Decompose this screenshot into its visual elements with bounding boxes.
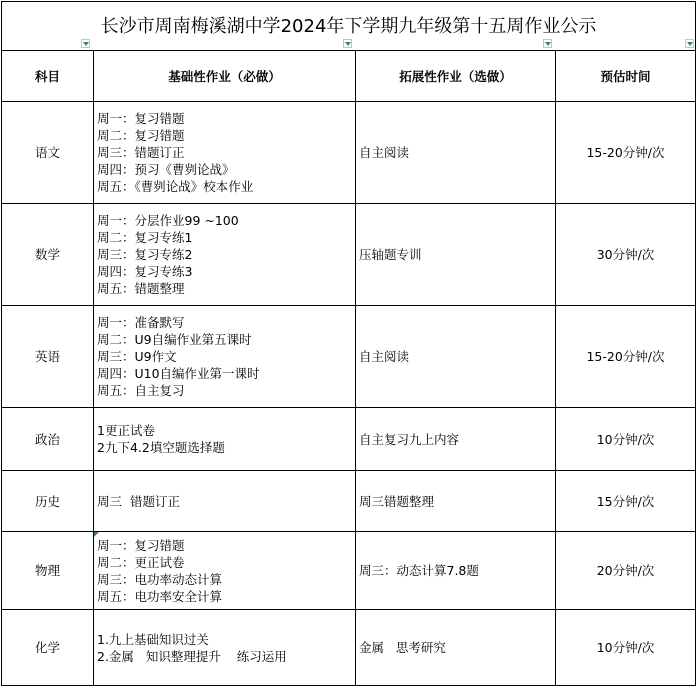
- basic-line: 2九下4.2填空题选择题: [97, 440, 225, 455]
- basic-line: 周五：自主复习: [97, 383, 185, 398]
- basic-line: 周三：电功率动态计算: [97, 571, 223, 587]
- header-row: [2, 51, 696, 102]
- basic-line: 周三：U9作文: [97, 349, 177, 364]
- basic-cell[interactable]: [94, 532, 356, 610]
- basic-line: 周一：复习错题: [97, 537, 185, 553]
- subject-cell[interactable]: 数学: [2, 204, 94, 306]
- basic-line: 周二：复习错题: [97, 128, 185, 143]
- basic-line: 周三 错题订正: [97, 493, 180, 509]
- basic-cell[interactable]: [94, 102, 356, 204]
- filter-dropdown-icon[interactable]: [81, 39, 90, 48]
- subject-cell[interactable]: 英语: [2, 306, 94, 408]
- title-row: [2, 2, 696, 51]
- extended-cell[interactable]: 周三：动态计算7.8题: [356, 532, 556, 610]
- basic-line: 周二：复习专练1: [97, 230, 193, 245]
- filter-dropdown-icon[interactable]: [343, 39, 352, 48]
- basic-line: 周三：错题订正: [97, 145, 185, 160]
- time-cell[interactable]: 15-20分钟/次: [556, 102, 696, 204]
- table-row: [2, 102, 696, 204]
- basic-line: 周三：复习专练2: [97, 247, 193, 262]
- basic-line: 周一：准备默写: [97, 315, 185, 330]
- header-time[interactable]: 预估时间: [556, 51, 696, 102]
- subject-cell[interactable]: 语文: [2, 102, 94, 204]
- filter-dropdown-icon[interactable]: [543, 39, 552, 48]
- basic-line: 周四：U10自编作业第一课时: [97, 366, 260, 381]
- extended-cell[interactable]: 金属 思考研究: [356, 610, 556, 686]
- subject-cell[interactable]: 政治: [2, 408, 94, 471]
- homework-table: [1, 1, 696, 686]
- basic-cell[interactable]: [94, 204, 356, 306]
- basic-line: 周二：更正试卷: [97, 554, 185, 570]
- time-cell[interactable]: 20分钟/次: [556, 532, 696, 610]
- extended-cell[interactable]: 周三错题整理: [356, 471, 556, 532]
- basic-cell[interactable]: [94, 610, 356, 686]
- extended-cell[interactable]: 自主复习九上内容: [356, 408, 556, 471]
- header-subject[interactable]: 科目: [2, 51, 94, 102]
- header-extended[interactable]: 拓展性作业（选做）: [356, 51, 556, 102]
- title-cell[interactable]: [2, 2, 696, 51]
- basic-line: 周一：分层作业99 ~100: [97, 213, 239, 228]
- subject-cell[interactable]: 化学: [2, 610, 94, 686]
- header-basic[interactable]: 基础性作业（必做）: [94, 51, 356, 102]
- table-row: [2, 204, 696, 306]
- basic-line: 周五：电功率安全计算: [97, 588, 223, 604]
- filter-dropdown-icon[interactable]: [685, 39, 694, 48]
- basic-line: 周五：错题整理: [97, 281, 185, 296]
- time-cell[interactable]: 15分钟/次: [556, 471, 696, 532]
- table-row: [2, 306, 696, 408]
- basic-line: 周四：复习专练3: [97, 264, 193, 279]
- time-cell[interactable]: 10分钟/次: [556, 610, 696, 686]
- basic-line: 1.九上基础知识过关: [97, 631, 209, 647]
- table-row: [2, 532, 696, 610]
- time-cell[interactable]: 30分钟/次: [556, 204, 696, 306]
- time-cell[interactable]: 15-20分钟/次: [556, 306, 696, 408]
- basic-cell[interactable]: [94, 471, 356, 532]
- subject-cell[interactable]: 历史: [2, 471, 94, 532]
- basic-line: 周五：《曹刿论战》校本作业: [97, 179, 254, 194]
- basic-cell[interactable]: [94, 408, 356, 471]
- basic-line: 2.金属 知识整理提升 练习运用: [97, 648, 287, 664]
- basic-cell[interactable]: [94, 306, 356, 408]
- comment-indicator-icon[interactable]: [94, 532, 99, 537]
- basic-line: 1更正试卷: [97, 423, 155, 438]
- extended-cell[interactable]: 自主阅读: [356, 102, 556, 204]
- extended-cell[interactable]: 压轴题专训: [356, 204, 556, 306]
- table-row: [2, 471, 696, 532]
- basic-line: 周四：预习《曹刿论战》: [97, 162, 235, 177]
- table-row: [2, 408, 696, 471]
- extended-cell[interactable]: 自主阅读: [356, 306, 556, 408]
- subject-cell[interactable]: 物理: [2, 532, 94, 610]
- basic-line: 周二：U9自编作业第五课时: [97, 332, 252, 347]
- page-title: 长沙市周南梅溪湖中学2024年下学期九年级第十五周作业公示: [100, 15, 597, 37]
- basic-line: 周一：复习错题: [97, 111, 185, 126]
- time-cell[interactable]: 10分钟/次: [556, 408, 696, 471]
- table-row: [2, 610, 696, 686]
